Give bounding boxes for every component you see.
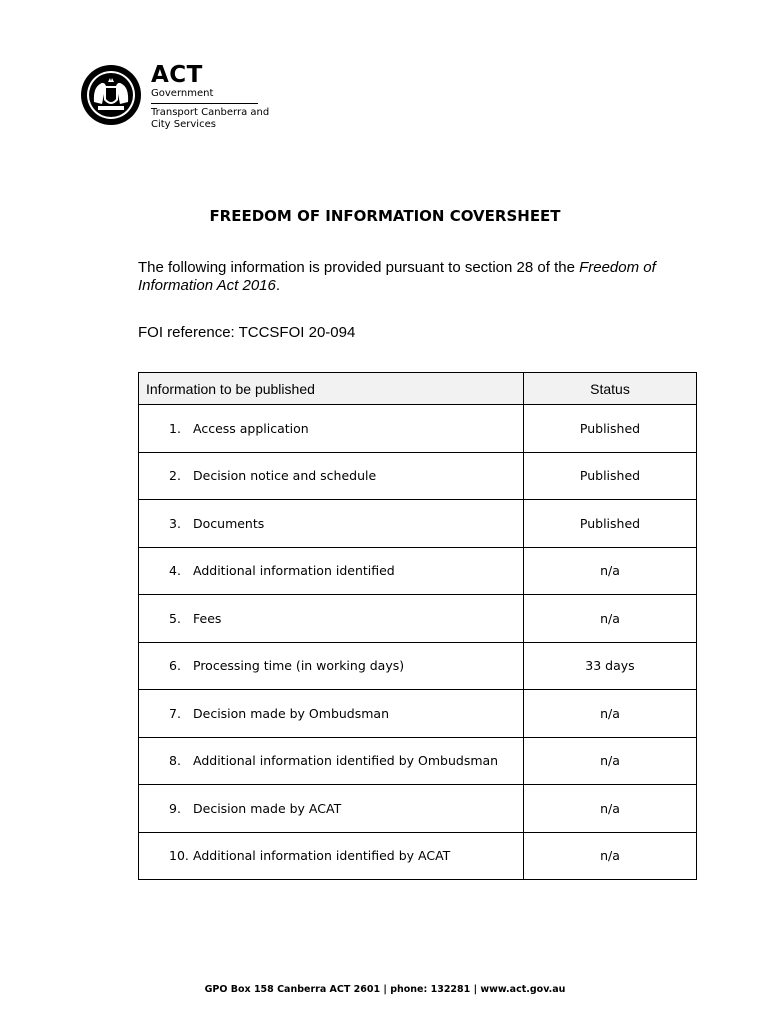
row-item bbox=[139, 832, 524, 880]
document-title: FREEDOM OF INFORMATION COVERSHEET bbox=[209, 207, 561, 225]
table-row bbox=[139, 690, 697, 738]
row-item bbox=[139, 500, 524, 548]
table-row bbox=[139, 547, 697, 595]
row-item-label: Additional information identified bbox=[193, 563, 395, 579]
row-item-label: Documents bbox=[193, 515, 265, 531]
row-item bbox=[139, 452, 524, 500]
row-status: Published bbox=[524, 452, 697, 500]
brand-government: Government bbox=[151, 88, 214, 99]
row-item bbox=[139, 405, 524, 453]
publication-status-table bbox=[138, 372, 697, 880]
table-row bbox=[139, 832, 697, 880]
row-item bbox=[139, 595, 524, 643]
row-status: n/a bbox=[524, 832, 697, 880]
row-number: 8. bbox=[169, 753, 181, 769]
row-item-label: Additional information identified by ACAT bbox=[193, 848, 451, 864]
row-status: 33 days bbox=[524, 642, 697, 690]
act-coat-of-arms-icon bbox=[80, 64, 142, 126]
brand-divider bbox=[151, 103, 258, 104]
row-status: n/a bbox=[524, 595, 697, 643]
table-row bbox=[139, 785, 697, 833]
row-number: 6. bbox=[169, 658, 181, 674]
row-number: 10. bbox=[169, 848, 189, 864]
act-government-logo bbox=[80, 64, 280, 128]
row-item bbox=[139, 690, 524, 738]
header-status: Status bbox=[524, 373, 697, 405]
row-item-label: Access application bbox=[193, 420, 309, 436]
row-status: Published bbox=[524, 405, 697, 453]
row-item-label: Fees bbox=[193, 610, 222, 626]
row-status: n/a bbox=[524, 737, 697, 785]
intro-text: The following information is provided pursuant to section 28 of the bbox=[138, 259, 580, 276]
row-status: n/a bbox=[524, 690, 697, 738]
row-number: 7. bbox=[169, 705, 181, 721]
row-item-label: Decision notice and schedule bbox=[193, 468, 377, 484]
row-item-label: Additional information identified by Ombudsman bbox=[193, 753, 499, 769]
row-status: n/a bbox=[524, 785, 697, 833]
row-number: 2. bbox=[169, 468, 181, 484]
row-number: 4. bbox=[169, 563, 181, 579]
row-item bbox=[139, 547, 524, 595]
table-row bbox=[139, 642, 697, 690]
table-header-row bbox=[139, 373, 697, 405]
header-information: Information to be published bbox=[139, 373, 524, 405]
row-item-label: Decision made by Ombudsman bbox=[193, 705, 390, 721]
table-row bbox=[139, 595, 697, 643]
row-number: 3. bbox=[169, 515, 181, 531]
row-item bbox=[139, 785, 524, 833]
row-item bbox=[139, 737, 524, 785]
row-number: 1. bbox=[169, 420, 181, 436]
row-number: 5. bbox=[169, 610, 181, 626]
intro-end: . bbox=[275, 277, 281, 294]
table-row bbox=[139, 500, 697, 548]
foi-reference: FOI reference: TCCSFOI 20-094 bbox=[138, 324, 356, 341]
intro-act-name: Freedom of Information Act 2016 bbox=[138, 259, 656, 294]
table-row bbox=[139, 452, 697, 500]
table-row bbox=[139, 737, 697, 785]
row-number: 9. bbox=[169, 800, 181, 816]
row-status: Published bbox=[524, 500, 697, 548]
brand-directorate: Transport Canberra and City Services bbox=[151, 107, 270, 130]
table-row bbox=[139, 405, 697, 453]
row-item bbox=[139, 642, 524, 690]
intro-paragraph bbox=[138, 259, 698, 295]
row-status: n/a bbox=[524, 547, 697, 595]
brand-title: ACT bbox=[151, 62, 203, 88]
footer-contact: GPO Box 158 Canberra ACT 2601 | phone: 132281 | www.act.gov.au bbox=[204, 984, 566, 995]
row-item-label: Processing time (in working days) bbox=[193, 658, 405, 674]
row-item-label: Decision made by ACAT bbox=[193, 800, 342, 816]
